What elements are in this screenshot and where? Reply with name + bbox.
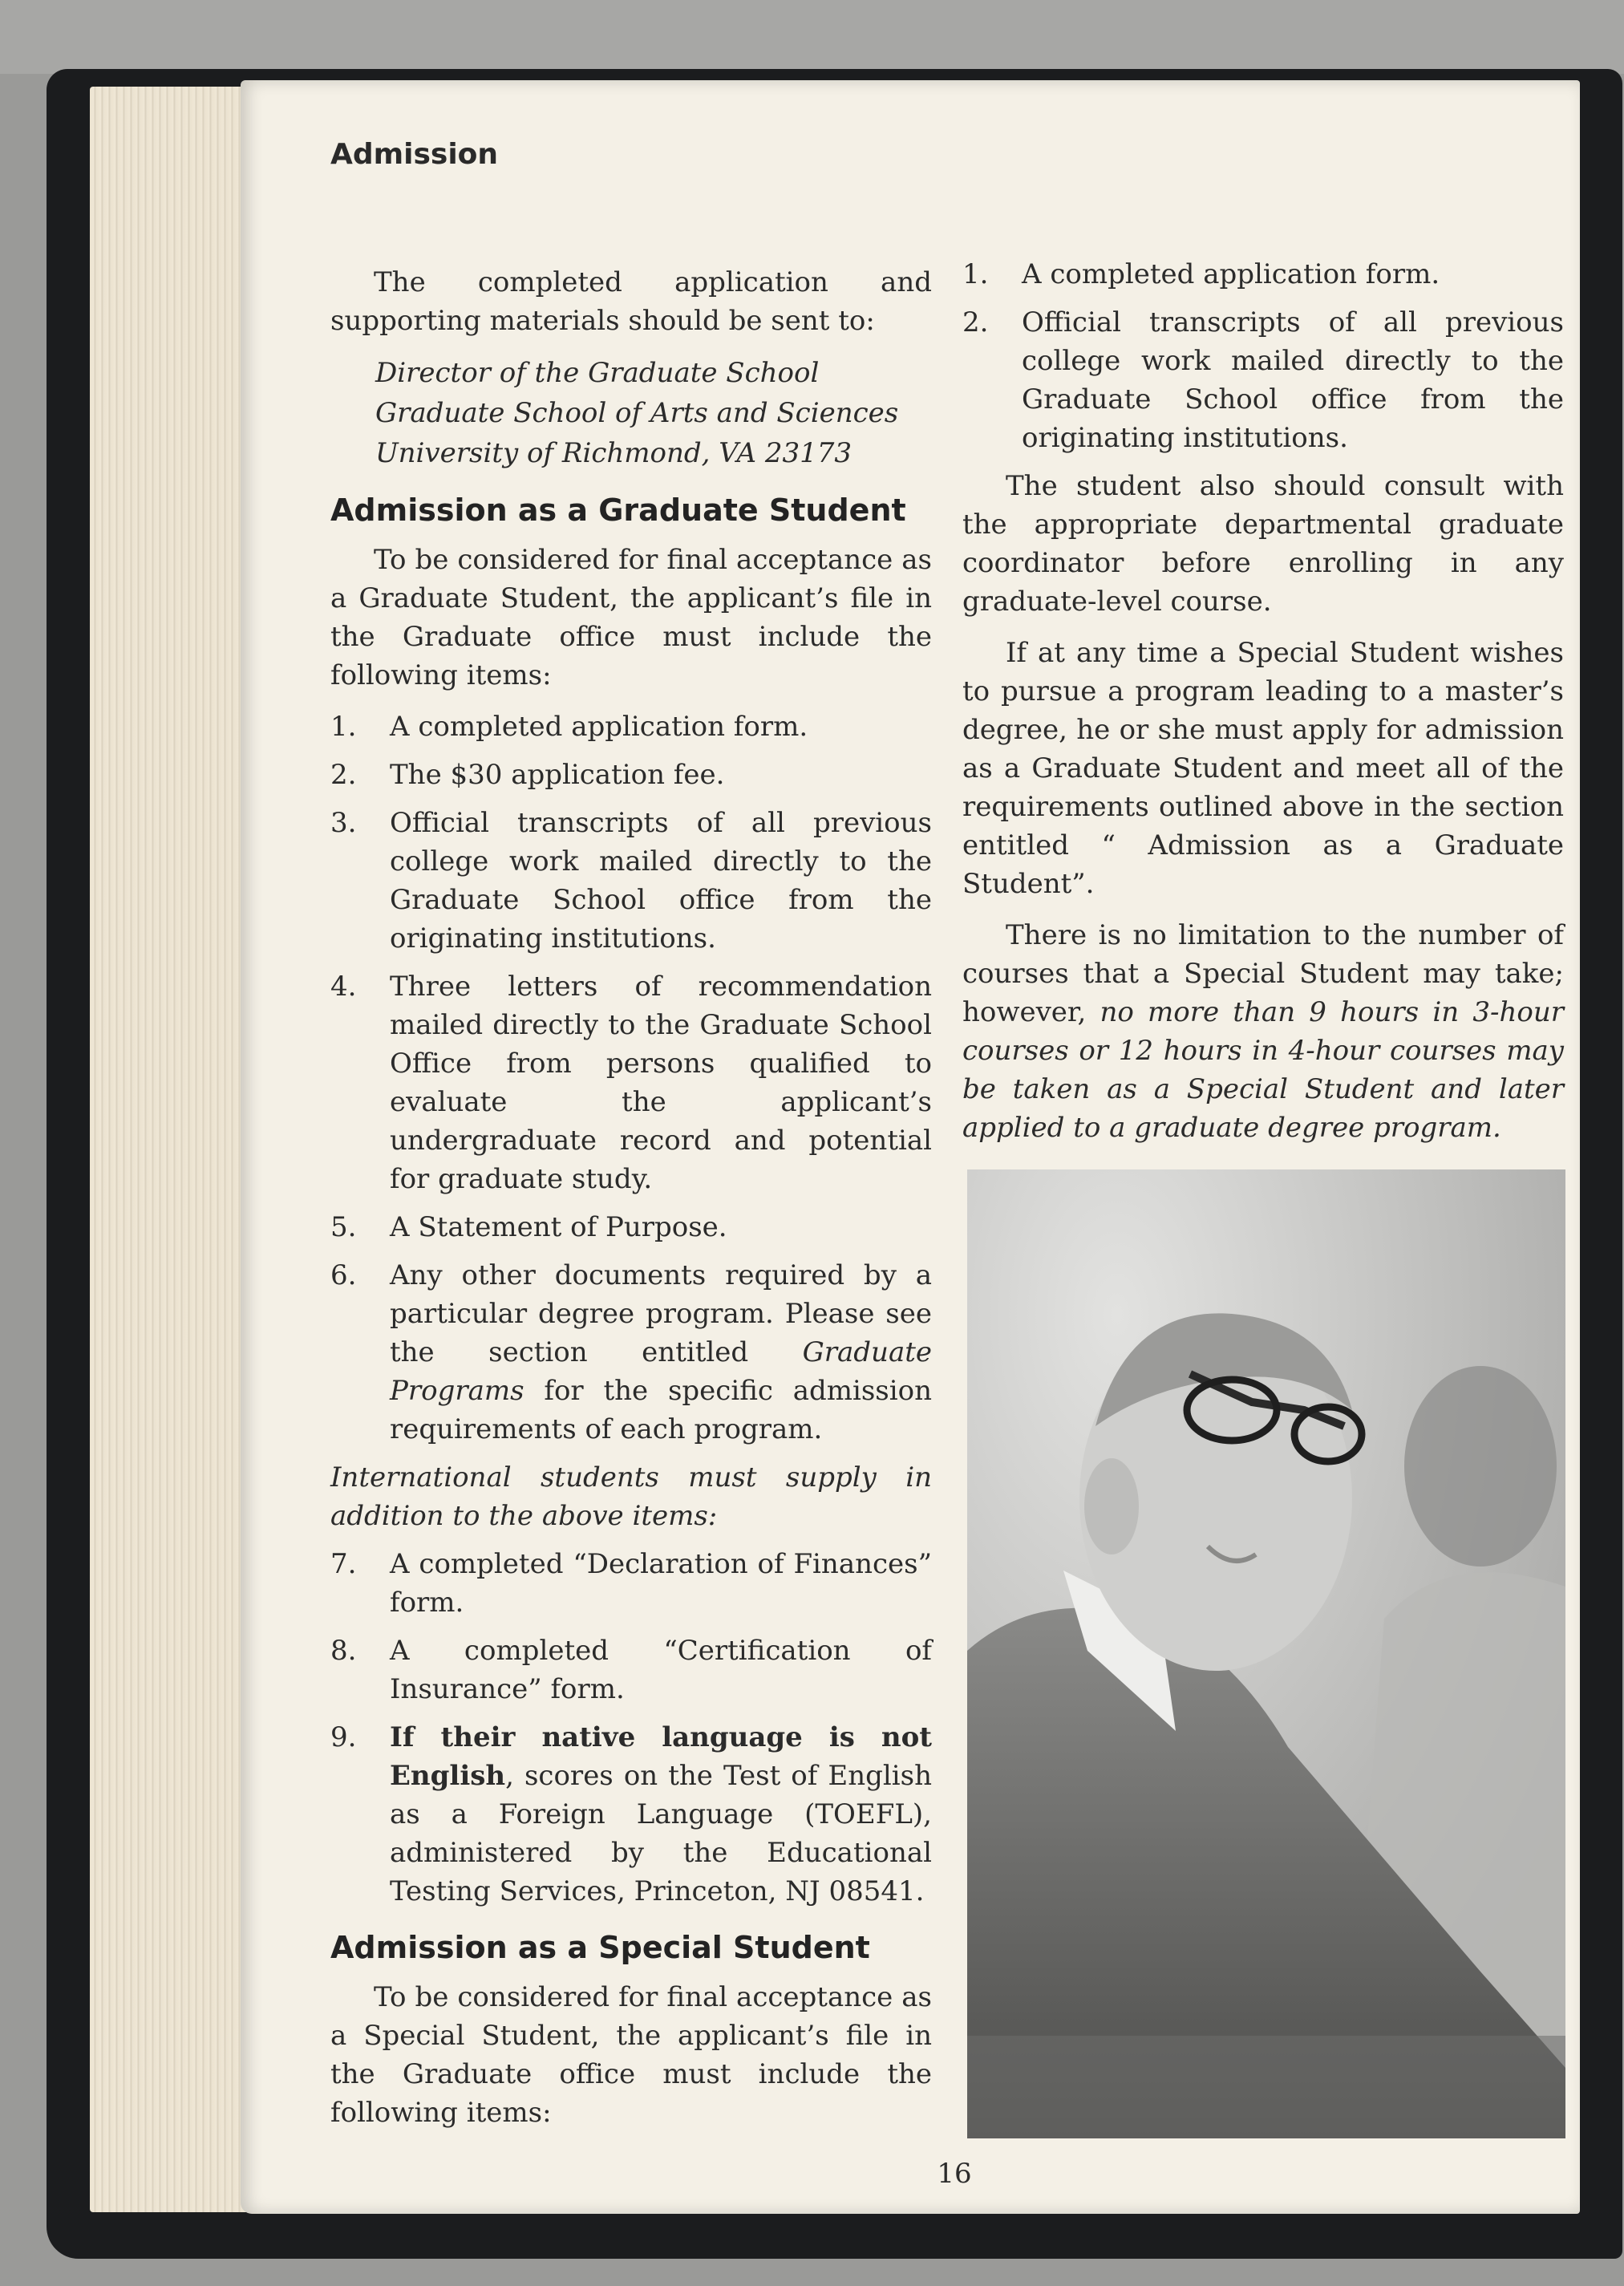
running-head: Admission xyxy=(330,138,499,171)
address-line: Director of the Graduate School xyxy=(375,357,820,389)
item-text: A completed “Certification of Insurance” form. xyxy=(390,1635,932,1705)
man-ear xyxy=(1084,1458,1139,1554)
list-item xyxy=(962,303,1564,457)
list-item xyxy=(330,707,932,746)
left-column xyxy=(330,263,932,2145)
background-person-head xyxy=(1404,1366,1557,1567)
item-text-part: Any other documents required by a particular degree program. Please see the section entitled xyxy=(390,1259,932,1368)
item-text xyxy=(390,1718,932,1911)
international-note: International students must supply in addition to the above items: xyxy=(330,1461,932,1532)
item-text: Three letters of recommendation mailed directly to the Graduate School Office from persons qualified to evaluate the applicant’s undergraduate record and potential for graduate study. xyxy=(390,971,932,1195)
item-text: A completed application form. xyxy=(1022,258,1440,290)
item-text: The $30 application fee. xyxy=(390,759,725,791)
list-item xyxy=(330,1256,932,1449)
item-text: A completed application form. xyxy=(390,711,808,743)
special-student-heading: Admission as a Special Student xyxy=(330,1930,870,1965)
language-condition: If their native language is not English xyxy=(390,1721,932,1792)
limitation-emphasis: no more than 9 hours in 3-hour courses or 12 hours in 4-hour courses may be taken as a Special Student and later applied to a graduate degree program. xyxy=(962,996,1564,1144)
student-photo-illustration xyxy=(967,1169,1565,2138)
desk-surface xyxy=(967,2036,1565,2138)
item-number: 9. xyxy=(330,1721,357,1753)
item-number: 2. xyxy=(330,759,357,791)
graduate-programs-reference: Graduate Programs xyxy=(390,1336,932,1407)
item-text: Official transcripts of all previous college work mailed directly to the Graduate School office from the originating institutions. xyxy=(1022,306,1564,454)
student-photo xyxy=(967,1169,1565,2138)
page-edges xyxy=(90,87,266,2212)
limitation-text: There is no limitation to the number of courses that a Special Student may take; however, xyxy=(962,919,1564,1028)
item-number: 7. xyxy=(330,1548,357,1580)
item-text: A completed “Declaration of Finances” form. xyxy=(390,1548,932,1619)
item-number: 1. xyxy=(330,711,357,743)
graduate-requirements-list xyxy=(330,707,932,1449)
limitation-paragraph xyxy=(962,916,1564,1147)
item-number: 8. xyxy=(330,1635,357,1667)
item-number: 4. xyxy=(330,971,357,1003)
item-number: 6. xyxy=(330,1259,357,1291)
list-item xyxy=(330,756,932,794)
page-number: 16 xyxy=(937,2158,972,2190)
consult-paragraph: The student also should consult with the appropriate departmental graduate coordinator before enrolling in any graduate-level course. xyxy=(962,470,1564,618)
item-text-part: , scores on the Test of English as a Foreign Language (TOEFL), administered by the Educational Testing Services, Princeton, NJ 08541. xyxy=(390,1760,932,1907)
item-text-part: for the specific admission requirements of each program. xyxy=(390,1375,932,1445)
list-item xyxy=(330,1631,932,1708)
address-line: University of Richmond, VA 23173 xyxy=(375,437,852,469)
graduate-student-heading: Admission as a Graduate Student xyxy=(330,492,906,528)
graduate-student-intro: To be considered for final acceptance as a Graduate Student, the applicant’s file in the Graduate office must include the following items: xyxy=(330,544,932,691)
list-item xyxy=(330,804,932,958)
item-text: A Statement of Purpose. xyxy=(390,1211,727,1243)
item-text xyxy=(390,1256,932,1449)
item-number: 1. xyxy=(962,258,989,290)
scan-background xyxy=(0,0,1624,74)
intro-text: The completed application and supporting materials should be sent to: xyxy=(330,266,932,337)
item-number: 2. xyxy=(962,306,989,338)
special-student-intro: To be considered for final acceptance as a Special Student, the applicant’s file in the Graduate office must include the following items: xyxy=(330,1981,932,2129)
list-item xyxy=(330,1545,932,1622)
mailing-address xyxy=(330,353,932,473)
special-requirements-list xyxy=(962,255,1564,457)
item-number: 5. xyxy=(330,1211,357,1243)
international-requirements-list xyxy=(330,1545,932,1911)
right-column xyxy=(962,249,1564,1160)
list-item xyxy=(962,255,1564,294)
item-text: Official transcripts of all previous college work mailed directly to the Graduate School office from the originating institutions. xyxy=(390,807,932,955)
list-item xyxy=(330,1718,932,1911)
address-line: Graduate School of Arts and Sciences xyxy=(375,397,899,429)
list-item xyxy=(330,967,932,1198)
list-item xyxy=(330,1208,932,1246)
item-number: 3. xyxy=(330,807,357,839)
change-status-paragraph: If at any time a Special Student wishes to pursue a program leading to a master’s degree, he or she must apply for admission as a Graduate Student and meet all of the requirements outlined above in the section entitled “ Admission as a Graduate Student”. xyxy=(962,637,1564,900)
